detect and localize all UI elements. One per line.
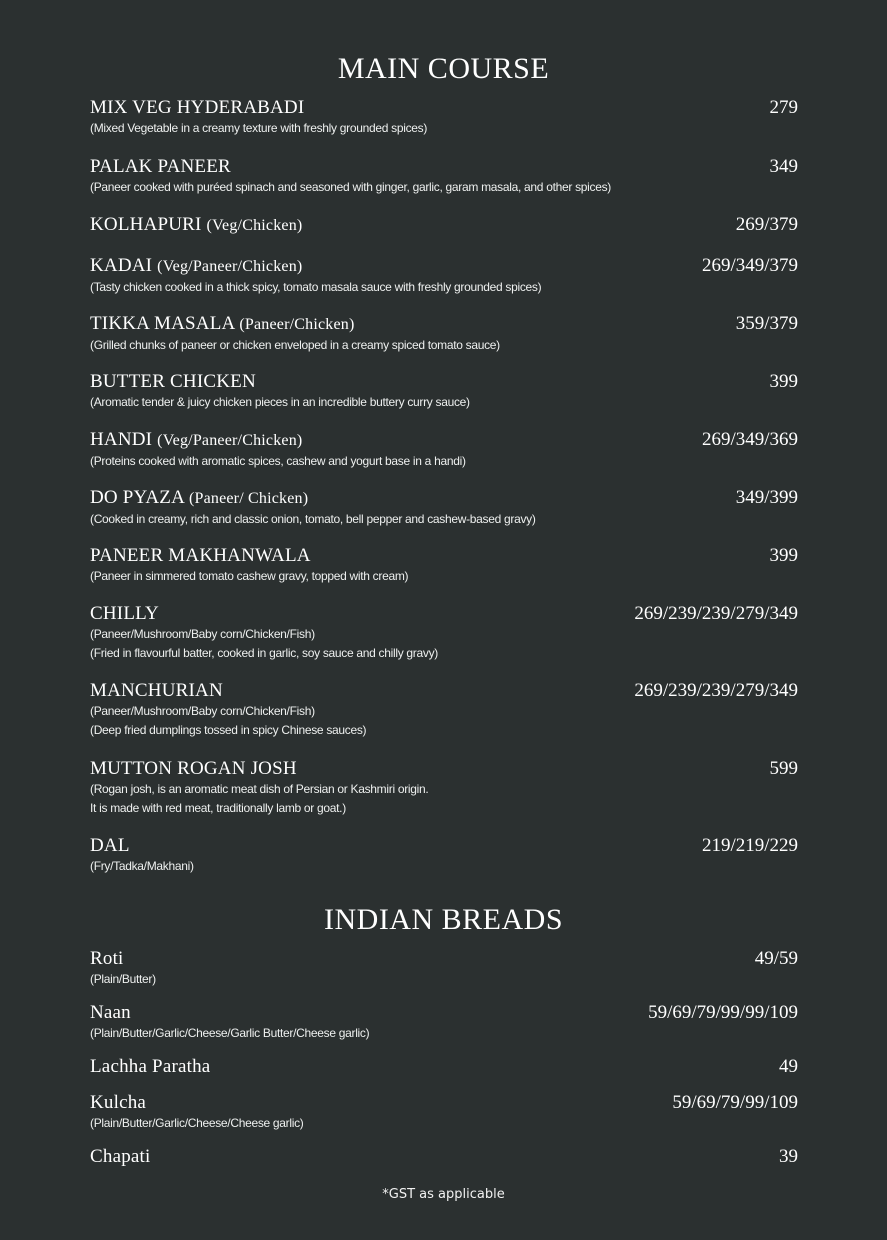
- menu-item: [90, 545, 798, 586]
- item-name: DAL: [90, 835, 130, 856]
- item-price: 399: [769, 545, 798, 566]
- item-description: (Fried in flavourful batter, cooked in garlic, soy sauce and chilly gravy): [90, 646, 438, 660]
- item-description: (Tasty chicken cooked in a thick spicy, tomato masala sauce with freshly grounded spices): [90, 280, 542, 294]
- menu-item: [90, 1146, 798, 1168]
- item-price: 269/349/379: [701, 255, 798, 276]
- item-price: 269/349/369: [701, 429, 798, 450]
- item-name: KOLHAPURI: [90, 214, 202, 235]
- item-name: CHILLY: [90, 603, 159, 624]
- item-description: (Plain/Butter/Garlic/Cheese/Garlic Butter/Cheese garlic): [90, 1026, 370, 1040]
- menu-item: [90, 313, 798, 355]
- item-description: (Proteins cooked with aromatic spices, cashew and yogurt base in a handi): [90, 454, 466, 468]
- item-name: Roti: [90, 948, 124, 969]
- menu-item: [90, 487, 798, 529]
- menu-item: [90, 156, 798, 197]
- item-options: (Veg/Chicken): [206, 217, 303, 234]
- item-name: Chapati: [90, 1146, 151, 1167]
- item-description: (Rogan josh, is an aromatic meat dish of Persian or Kashmiri origin.: [90, 782, 429, 796]
- item-price: 269/239/239/279/349: [634, 680, 798, 701]
- item-name: DO PYAZA: [90, 487, 184, 508]
- item-description: (Fry/Tadka/Makhani): [90, 859, 194, 873]
- item-price: 59/69/79/99/99/109: [648, 1002, 798, 1023]
- menu-item: [90, 835, 798, 876]
- menu-item: [90, 255, 798, 297]
- item-price: 349/399: [735, 487, 798, 508]
- item-price: 399: [769, 371, 798, 392]
- item-description: (Cooked in creamy, rich and classic onion, tomato, bell pepper and cashew-based gravy): [90, 512, 536, 526]
- item-options: (Veg/Paneer/Chicken): [157, 432, 303, 449]
- item-name: PALAK PANEER: [90, 156, 231, 177]
- item-name: BUTTER CHICKEN: [90, 371, 256, 392]
- menu-item: [90, 1002, 798, 1043]
- item-description: (Paneer/Mushroom/Baby corn/Chicken/Fish): [90, 704, 315, 718]
- menu-item: [90, 1056, 798, 1078]
- item-name: Naan: [90, 1002, 131, 1023]
- menu-item: [90, 758, 798, 818]
- item-description: (Grilled chunks of paneer or chicken enveloped in a creamy spiced tomato sauce): [90, 338, 500, 352]
- item-price: 49/59: [754, 948, 798, 969]
- item-name: TIKKA MASALA: [90, 313, 235, 334]
- item-name: MUTTON ROGAN JOSH: [90, 758, 297, 779]
- item-description: (Paneer in simmered tomato cashew gravy, topped with cream): [90, 569, 409, 583]
- item-price: 269/239/239/279/349: [634, 603, 798, 624]
- menu-item: [90, 948, 798, 989]
- item-price: 39: [779, 1146, 798, 1167]
- section-title-indian-breads: INDIAN BREADS: [324, 903, 563, 936]
- item-price: 59/69/79/99/109: [672, 1092, 798, 1113]
- item-description: (Aromatic tender & juicy chicken pieces in an incredible buttery curry sauce): [90, 395, 470, 409]
- item-name: Lachha Paratha: [90, 1056, 211, 1077]
- item-description: (Deep fried dumplings tossed in spicy Chinese sauces): [90, 723, 367, 737]
- item-name: HANDI: [90, 429, 153, 450]
- menu-item: [90, 680, 798, 740]
- item-description: (Plain/Butter/Garlic/Cheese/Cheese garlic): [90, 1116, 304, 1130]
- section-title-main-course: MAIN COURSE: [337, 52, 550, 85]
- gst-note: *GST as applicable: [382, 1187, 505, 1202]
- item-description: (Paneer cooked with puréed spinach and seasoned with ginger, garlic, garam masala, and other spices): [90, 180, 611, 194]
- item-options: (Veg/Paneer/Chicken): [157, 258, 303, 275]
- item-price: 279: [769, 97, 798, 118]
- item-description: It is made with red meat, traditionally lamb or goat.): [90, 801, 346, 815]
- item-price: 269/379: [735, 214, 798, 235]
- item-description: (Paneer/Mushroom/Baby corn/Chicken/Fish): [90, 627, 315, 641]
- item-price: 49: [779, 1056, 798, 1077]
- item-description: (Mixed Vegetable in a creamy texture with freshly grounded spices): [90, 121, 428, 135]
- item-name: PANEER MAKHANWALA: [90, 545, 311, 566]
- item-price: 599: [769, 758, 798, 779]
- menu-item: [90, 371, 798, 412]
- item-price: 349: [769, 156, 798, 177]
- item-price: 359/379: [735, 313, 798, 334]
- item-name: MANCHURIAN: [90, 680, 223, 701]
- item-description: (Plain/Butter): [90, 972, 156, 986]
- menu-item: [90, 603, 798, 663]
- item-name: KADAI: [90, 255, 153, 276]
- menu-item: [90, 429, 798, 471]
- menu-item: [90, 1092, 798, 1133]
- item-options: (Paneer/Chicken): [239, 316, 355, 333]
- item-name: MIX VEG HYDERABADI: [90, 97, 305, 118]
- item-price: 219/219/229: [701, 835, 798, 856]
- menu-item: [90, 214, 798, 237]
- menu-item: [90, 97, 798, 138]
- item-name: Kulcha: [90, 1092, 147, 1113]
- item-options: (Paneer/ Chicken): [188, 490, 309, 507]
